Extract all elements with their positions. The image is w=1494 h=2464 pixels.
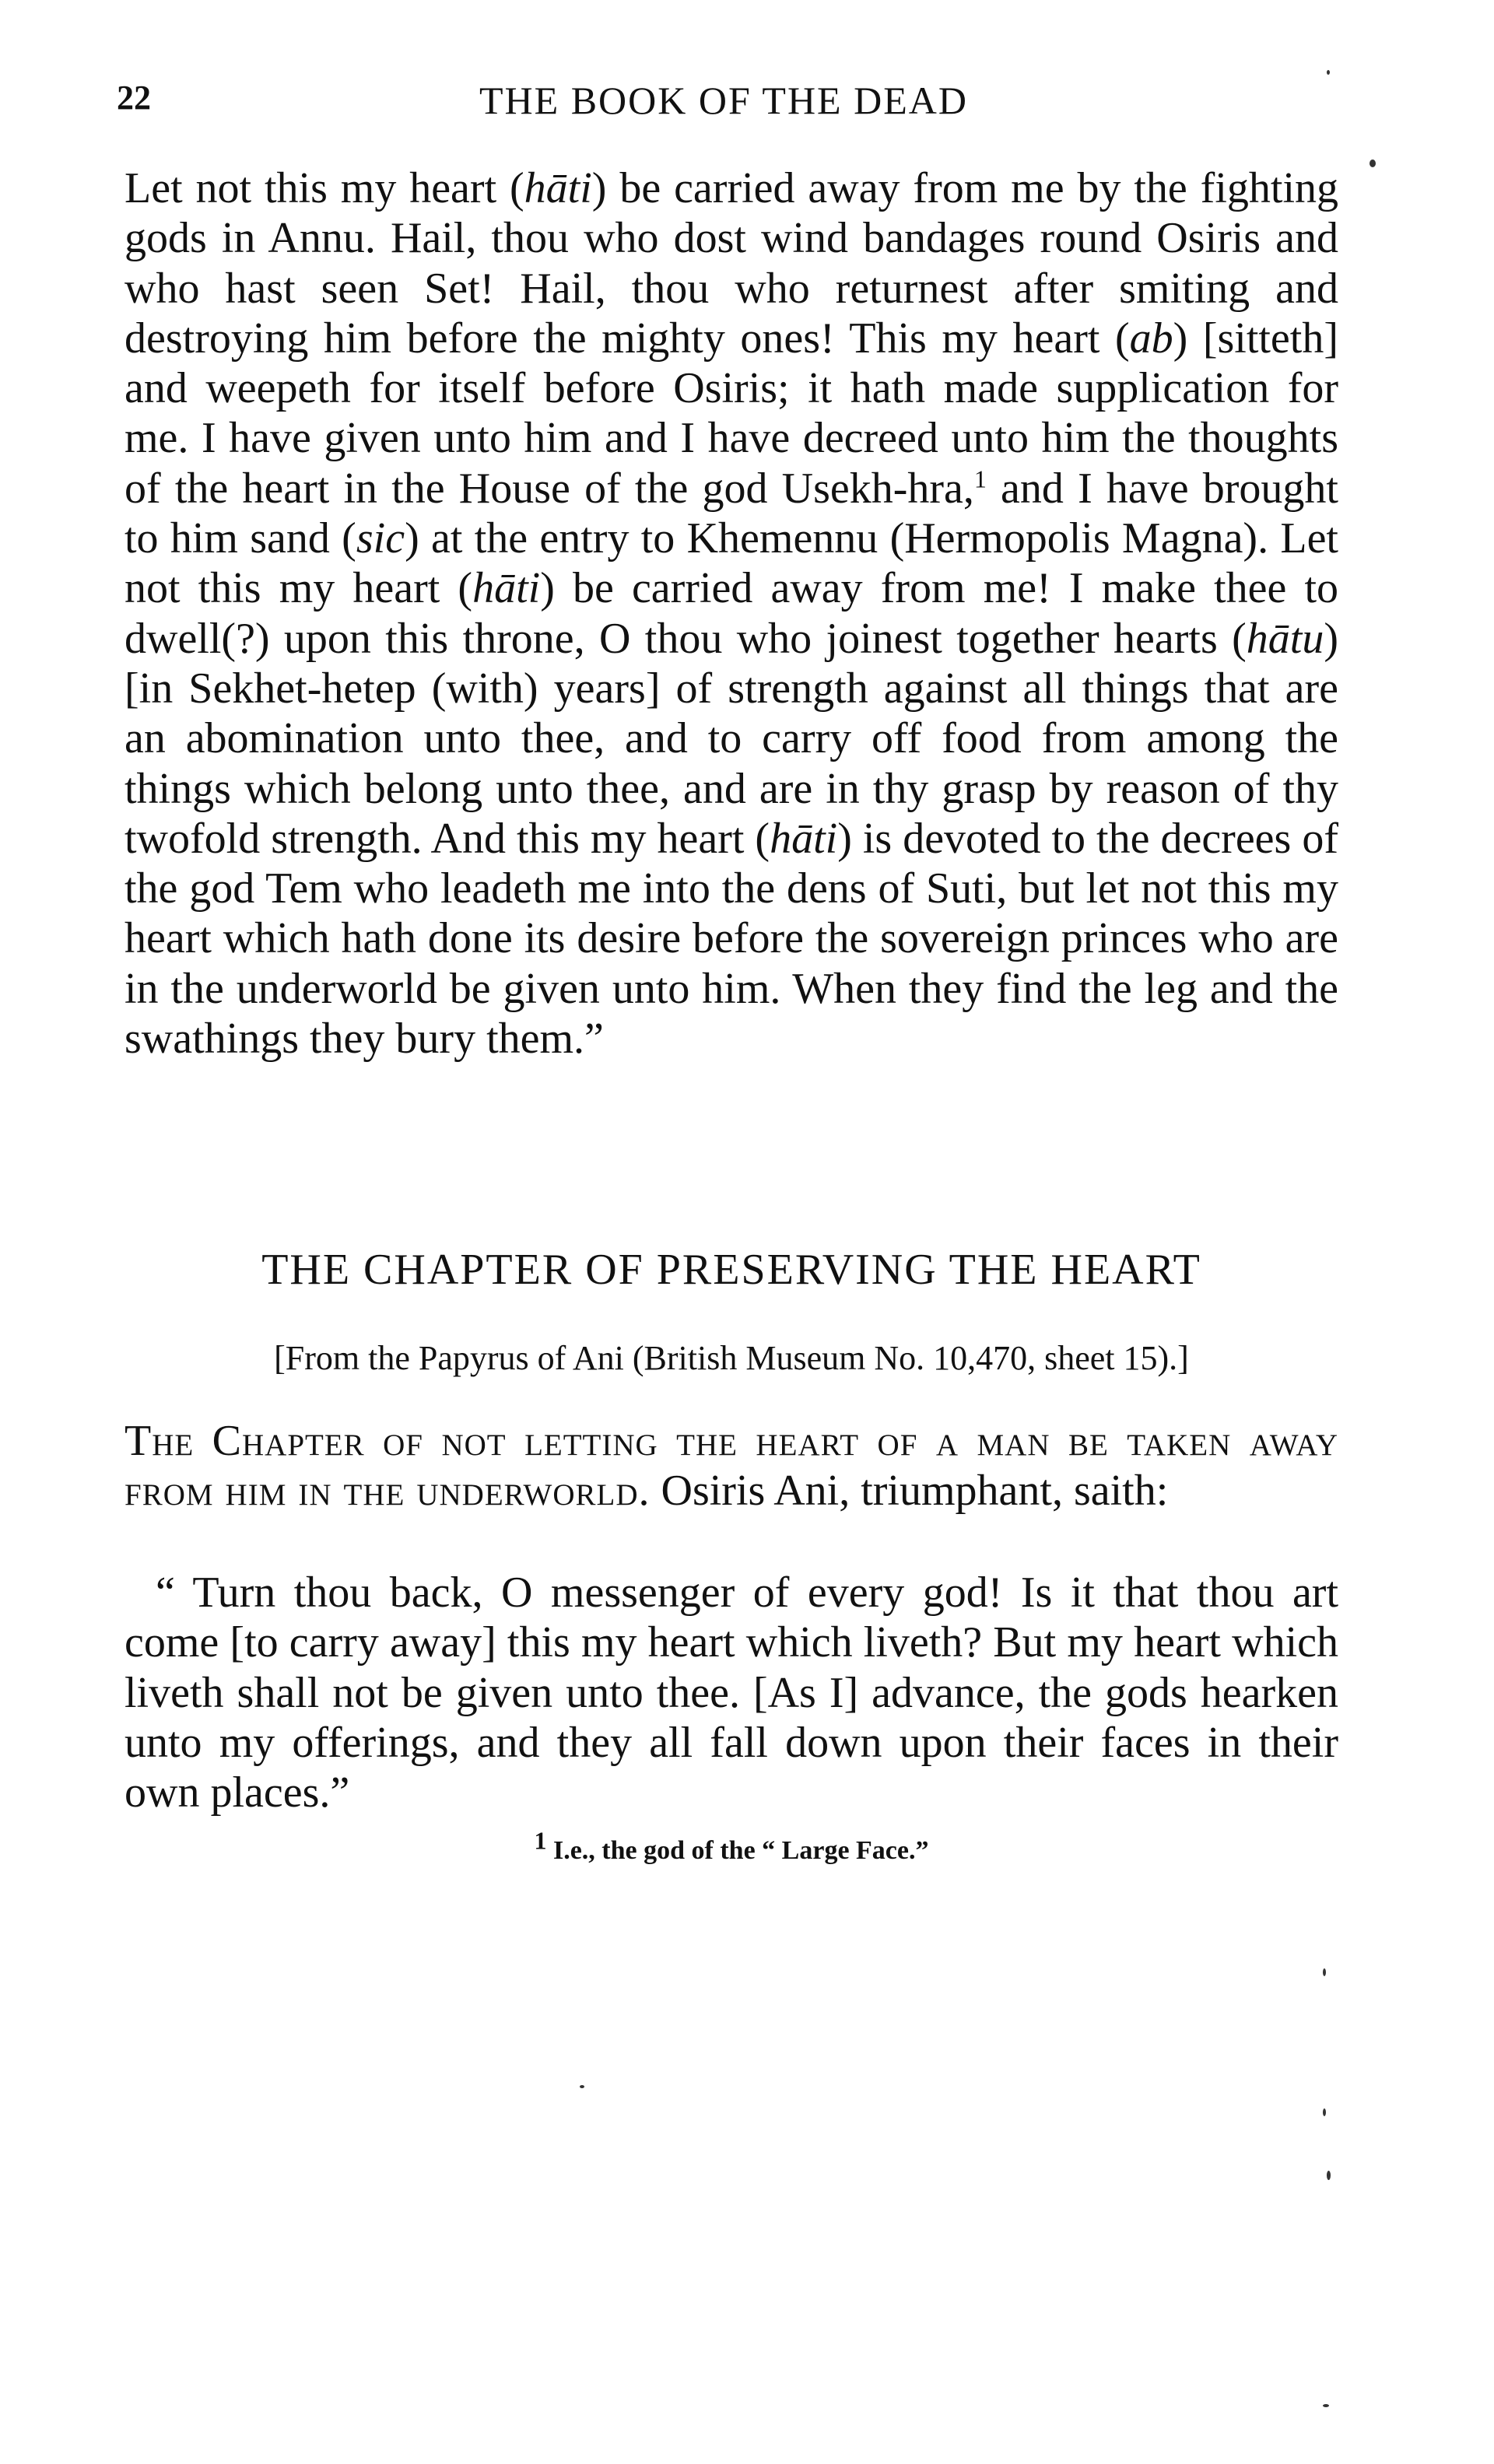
- text-run: ) be carried away from me! I make thee to dwell(?) upon this throne, O thou who joinest together hearts (: [124, 564, 1339, 663]
- footnote: [124, 1826, 1338, 1866]
- text-run: and I have brought to him sand (: [124, 464, 1338, 563]
- scan-speck: [1323, 2108, 1326, 2116]
- chapter-heading-paragraph: [124, 1416, 1338, 1516]
- chapter-title: THE CHAPTER OF PRESERVING THE HEART: [261, 1246, 1201, 1294]
- footnote-marker: 1: [973, 464, 987, 493]
- page-number: 22: [117, 79, 151, 117]
- text-run: Let not this my heart (: [124, 164, 524, 212]
- text-run: ) be carried away from me by the fighting gods in Annu. Hail, thou who dost wind bandages round Osiris and who hast seen Set! Hail, thou who returnest after smiting and destroying him before the mighty ones! This my heart (: [124, 164, 1338, 363]
- scan-speck: [1327, 2171, 1331, 2180]
- italic-term: hātu: [1246, 614, 1324, 663]
- quoted-speech: “ Turn thou back, O messenger of every god! Is it that thou art come [to carry away] this my heart which liveth? But my heart which liveth shall not be given unto thee. [As I] advance, the gods hearken unto my offerings, and they all fall down upon their faces in their own places.”: [124, 1568, 1338, 1817]
- scan-speck: [580, 2085, 584, 2088]
- scan-speck: [1370, 159, 1376, 167]
- source-note: [From the Papyrus of Ani (British Museum No. 10,470, sheet 15).]: [274, 1339, 1189, 1377]
- scan-speck: [1327, 70, 1330, 75]
- text-run: ) at the entry to Khemennu (Hermopolis Magna). Let not this my heart (: [124, 514, 1338, 613]
- italic-term: hāti: [770, 814, 838, 863]
- footnote-text: I.e., the god of the “ Large Face.”: [546, 1836, 929, 1865]
- footnote-number: 1: [534, 1826, 547, 1855]
- italic-term: sic: [356, 514, 405, 563]
- text-run: ) is devoted to the decrees of the god Tem who leadeth me into the dens of Suti, but let not this my heart which hath done its desire before the sovereign princes who are in the underworld be given unto him. When they find the leg and the swathings they bury them.”: [124, 814, 1338, 1064]
- scan-speck: [1323, 2404, 1329, 2407]
- chapter-intro: Osiris Ani, triumphant, saith:: [650, 1467, 1169, 1516]
- italic-term: hāti: [472, 564, 541, 613]
- page-header: [117, 78, 1331, 132]
- running-head: THE BOOK OF THE DEAD: [479, 79, 968, 122]
- scan-speck: [1323, 1968, 1326, 1976]
- text-run: ) [in Sekhet-hetep (with) years] of strength against all things that are an abomination unto thee, and to carry off food from among the things which belong unto thee, and are in thy grasp by reason of thy twofold strength. And this my heart (: [124, 614, 1338, 863]
- paragraph-heart-not-carried-away: [124, 163, 1338, 1064]
- chapter-heading: The Chapter of not letting the heart of a man be taken away from him in the underworld.: [124, 1417, 1338, 1516]
- text-run: ) [sitteth] and weepeth for itself before Osiris; it hath made supplication for me. I have given unto him and I have decreed unto him the thoughts of the heart in the House of the god Usekh-hra,: [124, 314, 1338, 513]
- italic-term: hāti: [524, 164, 592, 212]
- italic-term: ab: [1129, 314, 1173, 363]
